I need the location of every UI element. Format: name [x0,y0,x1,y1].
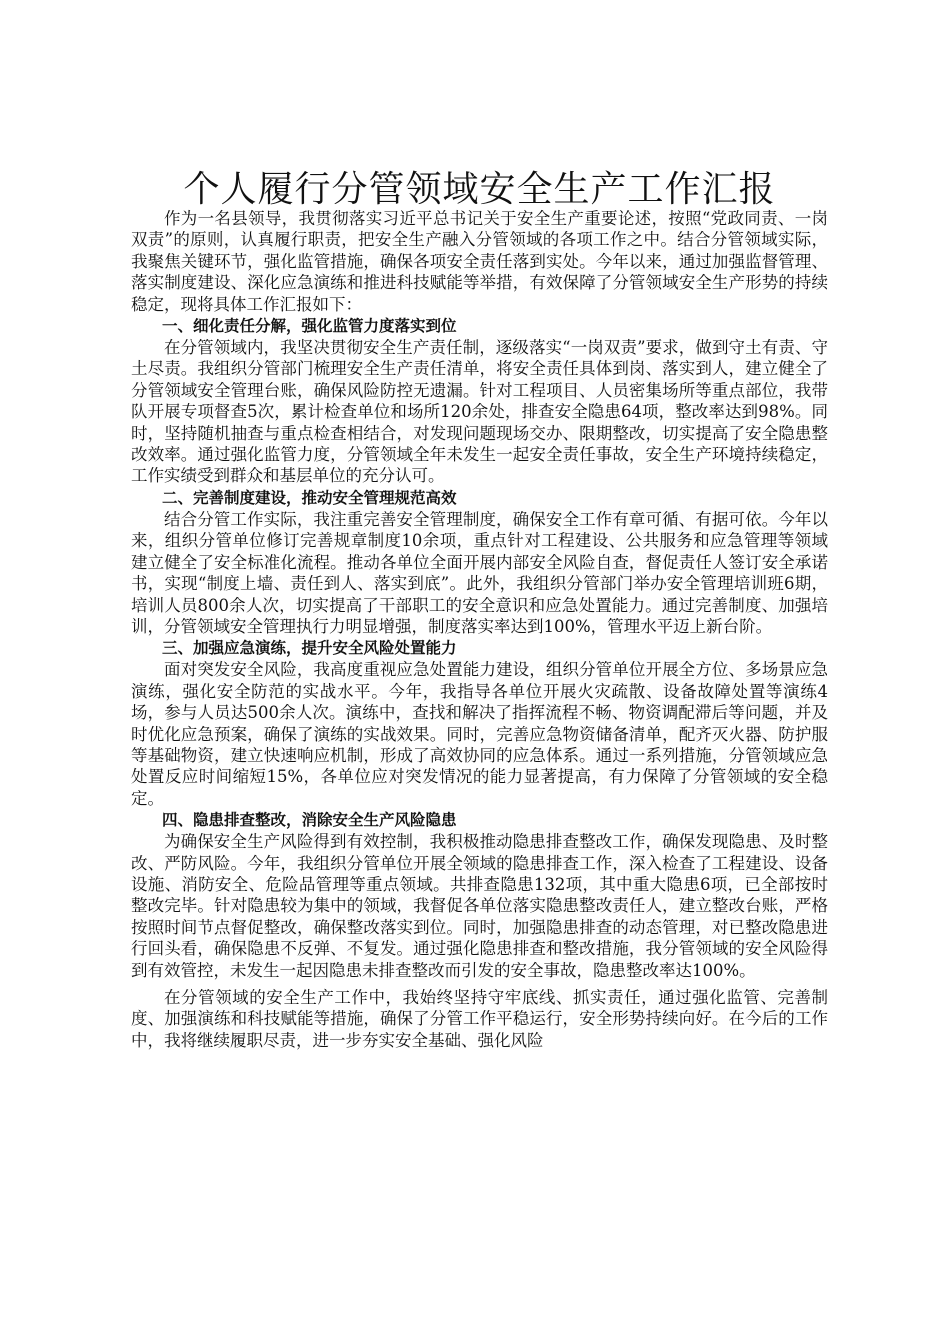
document-title: 个人履行分管领域安全生产工作汇报 [183,169,776,210]
intro-paragraph: 作为一名县领导，我贯彻落实习近平总书记关于安全生产重要论述，按照“党政同责、一岗双责”的原则，认真履行职责，把安全生产融入分管领域的各项工作之中。结合分管领域实际，我聚焦关键环节，强化监管措施，确保各项安全责任落到实处。今年以来，通过加强监督管理、落实制度建设、深化应急演练和推进科技赋能等举措，有效保障了分管领域安全生产形势的持续稳定，现将具体工作汇报如下： [131,209,828,314]
section-heading-3: 三、加强应急演练，提升安全风险处置能力 [162,639,457,658]
closing-paragraph: 在分管领域的安全生产工作中，我始终坚持守牢底线、抓实责任，通过强化监管、完善制度、加强演练和科技赋能等措施，确保了分管工作平稳运行，安全形势持续向好。在今后的工作中，我将继续履职尽责，进一步夯实安全基础、强化风险 [131,988,828,1050]
section-body-4: 为确保安全生产风险得到有效控制，我积极推动隐患排查整改工作，确保发现隐患、及时整改、严防风险。今年，我组织分管单位开展全领域的隐患排查工作，深入检查了工程建设、设备设施、消防安全、危险品管理等重点领域。共排查隐患132项，其中重大隐患6项，已全部按时整改完毕。针对隐患较为集中的领域，我督促各单位落实隐患整改责任人，建立整改台账，严格按照时间节点督促整改，确保整改落实到位。同时，加强隐患排查的动态管理，对已整改隐患进行回头看，确保隐患不反弹、不复发。通过强化隐患排查和整改措施，我分管领域的安全风险得到有效管控，未发生一起因隐患未排查整改而引发的安全事故，隐患整改率达100%。 [131,832,828,980]
section-heading-1: 一、细化责任分解，强化监管力度落实到位 [162,317,457,336]
section-heading-4: 四、隐患排查整改，消除安全生产风险隐患 [162,811,457,830]
document-page [131,168,828,1051]
section-body-1: 在分管领域内，我坚决贯彻安全生产责任制，逐级落实“一岗双责”要求，做到守土有责、守土尽责。我组织分管部门梳理安全生产责任清单，将安全责任具体到岗、落实到人，建立健全了分管领域安全管理台账，确保风险防控无遗漏。针对工程项目、人员密集场所等重点部位，我带队开展专项督查5次，累计检查单位和场所120余处，排查安全隐患64项，整改率达到98%。同时，坚持随机抽查与重点检查相结合，对发现问题现场交办、限期整改，切实提高了安全隐患整改效率。通过强化监管力度，分管领域全年未发生一起安全责任事故，安全生产环境持续稳定，工作实绩受到群众和基层单位的充分认可。 [131,338,828,486]
section-body-3: 面对突发安全风险，我高度重视应急处置能力建设，组织分管单位开展全方位、多场景应急演练，强化安全防范的实战水平。今年，我指导各单位开展火灾疏散、设备故障处置等演练4场，参与人员达500余人次。演练中，查找和解决了指挥流程不畅、物资调配滞后等问题，并及时优化应急预案，确保了演练的实战效果。同时，完善应急物资储备清单，配齐灭火器、防护服等基础物资，建立快速响应机制，形成了高效协同的应急体系。通过一系列措施，分管领域应急处置反应时间缩短15%，各单位应对突发情况的能力显著提高，有力保障了分管领域的安全稳定。 [131,660,828,808]
section-body-2: 结合分管工作实际，我注重完善安全管理制度，确保安全工作有章可循、有据可依。今年以来，组织分管单位修订完善规章制度10余项，重点针对工程建设、公共服务和应急管理等领域建立健全了安全标准化流程。推动各单位全面开展内部安全风险自查，督促责任人签订安全承诺书，实现“制度上墙、责任到人、落实到底”。此外，我组织分管部门举办安全管理培训班6期，培训人员800余人次，切实提高了干部职工的安全意识和应急处置能力。通过完善制度、加强培训，分管领域安全管理执行力明显增强，制度落实率达到100%，管理水平迈上新台阶。 [131,509,828,636]
section-heading-2: 二、完善制度建设，推动安全管理规范高效 [162,488,457,507]
